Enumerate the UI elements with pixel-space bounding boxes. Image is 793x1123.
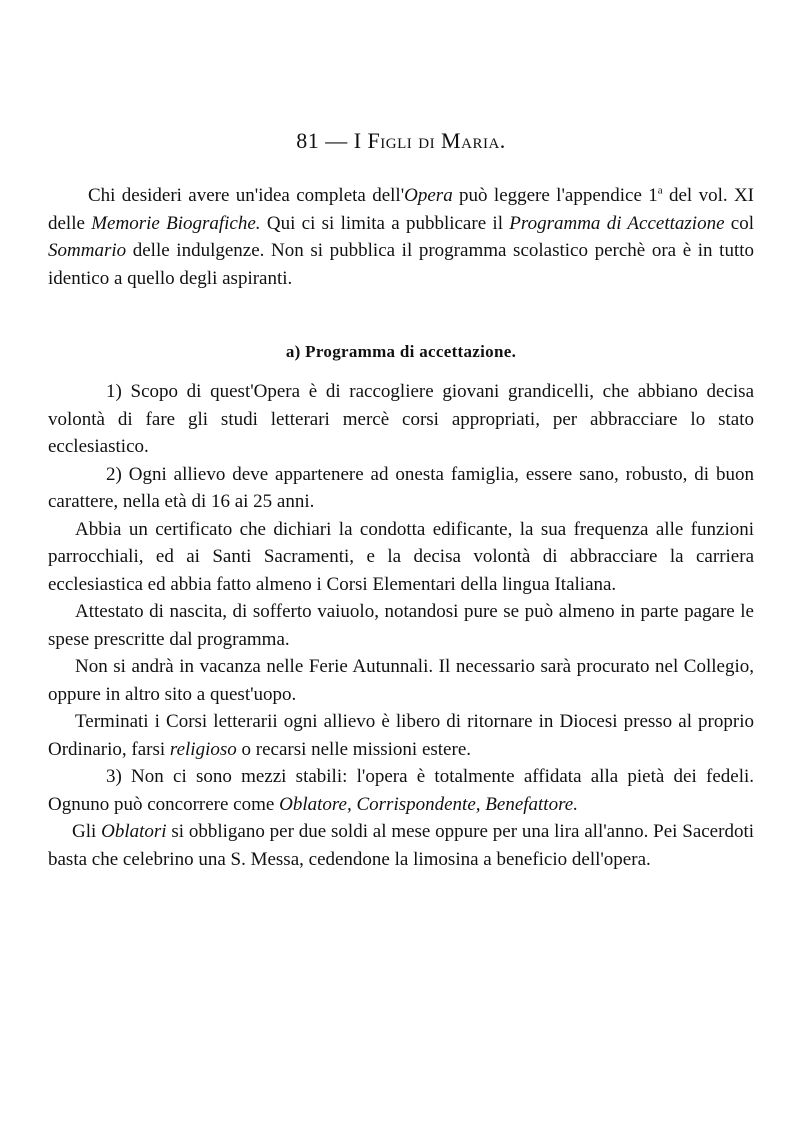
intro-text-2: può leggere l'appendice 1 bbox=[452, 185, 658, 206]
item-6-text-2: o recarsi nelle missioni estere. bbox=[236, 738, 472, 760]
item-paragraph-7 bbox=[48, 763, 754, 818]
item-6-text-1: Terminati i Corsi letterarii ogni allievo è libero di ritornare in Diocesi presso al proprio Ordinario, farsi bbox=[48, 711, 754, 760]
item-7-italic: Oblatore, Corrispondente, Benefattore. bbox=[279, 793, 578, 815]
section-heading: a) Programma di accettazione. bbox=[285, 342, 517, 361]
page-heading bbox=[48, 128, 754, 154]
item-paragraph-1: 1) Scopo di quest'Opera è di raccogliere giovani grandicelli, che abbiano decisa volontà di fare gli studi letterari mercè corsi appropriati, per abbracciare lo stato ecclesiastico. bbox=[48, 381, 754, 457]
heading-separator: — bbox=[325, 128, 348, 153]
item-paragraph-8 bbox=[48, 818, 754, 873]
item-paragraph-4: Attestato di nascita, di sofferto vaiuolo, notandosi pure se può almeno in parte pagare le spese prescritte dal programma. bbox=[48, 601, 754, 650]
intro-italic-programma: Programma di Accettazione bbox=[509, 212, 725, 234]
item-8-text-2: si obbligano per due soldi al mese oppure per una lira all'anno. Pei Sacerdoti basta che celebrino una S. Messa, cedendone la limosina a beneficio dell'opera. bbox=[48, 821, 754, 870]
intro-superscript: a bbox=[657, 184, 663, 197]
page-content bbox=[48, 118, 754, 873]
page-number: 81 bbox=[296, 128, 320, 153]
intro-text-4: Qui ci si limita a pubblicare il bbox=[260, 212, 510, 234]
intro-italic-opera: Opera bbox=[404, 185, 453, 206]
item-6-italic: religioso bbox=[169, 738, 237, 760]
intro-italic-memorie: Memorie Biografiche. bbox=[91, 212, 261, 234]
intro-text-5: col bbox=[724, 212, 755, 234]
intro-text-6: delle indulgenze. Non si pubblica il programma scolastico perchè ora è in tutto identico a quello degli aspiranti. bbox=[48, 240, 754, 289]
item-paragraph-2: 2) Ogni allievo deve appartenere ad onesta famiglia, essere sano, robusto, di buon carattere, nella età di 16 ai 25 anni. bbox=[48, 463, 754, 512]
item-8-italic: Oblatori bbox=[101, 821, 167, 842]
page-title: I Figli di Maria. bbox=[353, 128, 506, 153]
item-paragraph-5: Non si andrà in vacanza nelle Ferie Autunnali. Il necessario sarà procurato nel Collegio, oppure in altro sito a quest'uopo. bbox=[48, 656, 754, 705]
intro-text-1: Chi desideri avere un'idea completa dell' bbox=[88, 185, 405, 206]
item-paragraph-3: Abbia un certificato che dichiari la condotta edificante, la sua frequenza alle funzioni parrocchiali, ed ai Santi Sacramenti, e la decisa volontà di abbracciare la carriera ecclesiastica ed abbia fatto almeno i Corsi Elementari della lingua Italiana. bbox=[48, 518, 754, 595]
intro-paragraph bbox=[48, 182, 754, 292]
item-paragraph-6 bbox=[48, 708, 754, 763]
intro-italic-sommario: Sommario bbox=[48, 240, 127, 261]
intro-text-3: del vol. XI delle bbox=[48, 185, 755, 234]
item-8-text-1: Gli bbox=[72, 821, 102, 842]
item-7-text-1: 3) Non ci sono mezzi stabili: l'opera è totalmente affidata alla pietà dei fedeli. Ognuno può concorrere come bbox=[48, 766, 754, 815]
